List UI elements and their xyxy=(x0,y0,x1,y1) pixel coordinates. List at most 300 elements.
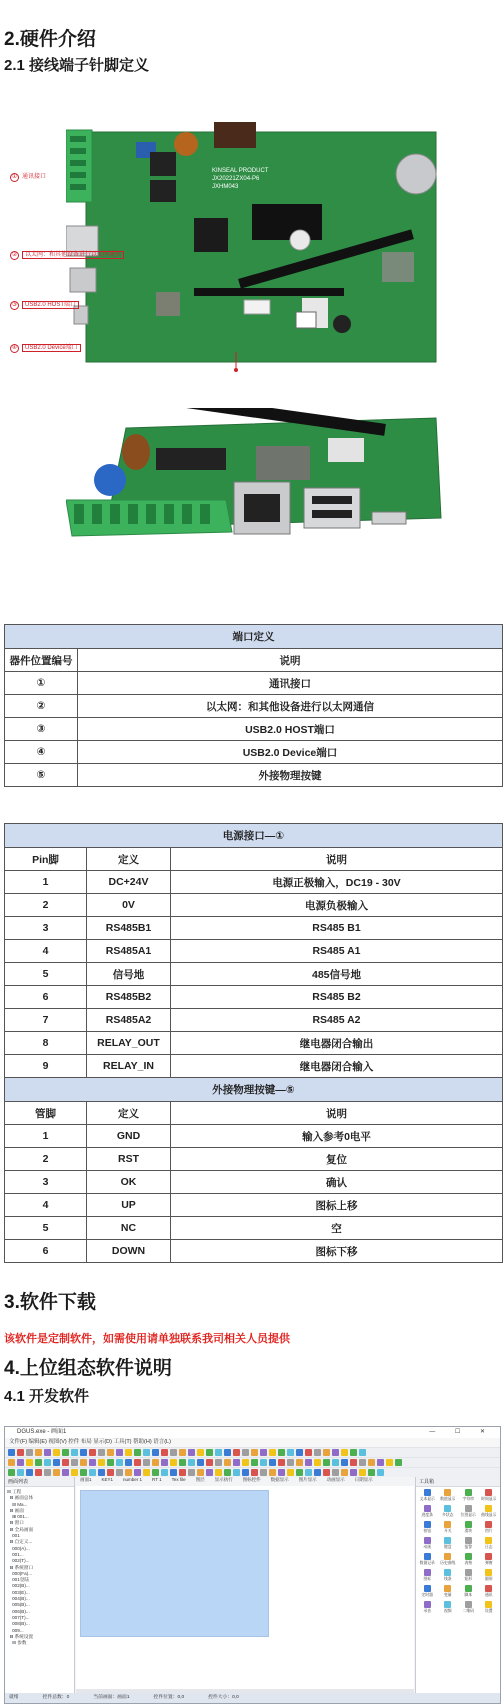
tree-item[interactable]: ⊟ 自定义... xyxy=(7,1539,33,1545)
toolbar-button-icon[interactable] xyxy=(206,1449,213,1456)
tree-item[interactable]: 000(A)... xyxy=(7,1545,30,1551)
table-row: 1 DC+24V 电源正极输入，DC19 - 30V xyxy=(5,871,503,894)
port-definition-table xyxy=(4,624,503,787)
toolbar-button-icon[interactable] xyxy=(17,1469,24,1476)
toolbar-button-icon[interactable] xyxy=(107,1449,114,1456)
toolbar-button-icon[interactable] xyxy=(287,1469,294,1476)
toolbox-item-label: 矩形 xyxy=(464,1577,473,1581)
toolbox-item[interactable] xyxy=(480,1585,499,1599)
toolbar-button-icon[interactable] xyxy=(359,1449,366,1456)
toolbar-button-icon[interactable] xyxy=(71,1459,78,1466)
sw-tab[interactable]: 动画显示 xyxy=(326,1477,345,1482)
toolbar-button-icon[interactable] xyxy=(278,1469,285,1476)
toolbar-button-icon[interactable] xyxy=(323,1449,330,1456)
toolbar-button-icon[interactable] xyxy=(278,1449,285,1456)
sw-tab[interactable]: 图层 xyxy=(195,1477,205,1482)
toolbar-button-icon[interactable] xyxy=(107,1469,114,1476)
software-screenshot xyxy=(4,1426,501,1704)
toolbox-item-label: 线条 xyxy=(443,1577,452,1581)
sw-screen-tree[interactable] xyxy=(5,1487,74,1648)
toolbar-button-icon[interactable] xyxy=(215,1459,222,1466)
toolbox-item[interactable] xyxy=(439,1537,458,1551)
toolbar-button-icon[interactable] xyxy=(134,1459,141,1466)
table-row: ② 以太网：和其他设备进行以太网通信 xyxy=(5,695,503,718)
board-top-photo xyxy=(66,122,452,372)
sw-window-title: DGUS.exe - 画面1 xyxy=(17,1429,67,1435)
toolbar-button-icon[interactable] xyxy=(296,1459,303,1466)
toolbar-button-icon[interactable] xyxy=(17,1459,24,1466)
sw-menubar[interactable]: 文件(F) 编辑(E) 视图(V) 控件 布局 显示(D) 工具(T) 帮助(H) 语言(L) xyxy=(5,1438,500,1447)
toolbox-item-label: 日志 xyxy=(484,1545,493,1549)
toolbox-item-label: 开关 xyxy=(443,1529,452,1533)
table-row: ① 通讯接口 xyxy=(5,672,503,695)
toolbox-item-icon xyxy=(485,1553,492,1560)
tree-item[interactable]: 002(T)... xyxy=(7,1558,30,1564)
toolbox-item-icon xyxy=(465,1553,472,1560)
toolbar-button-icon[interactable] xyxy=(269,1459,276,1466)
section-pin-definition-title: 2.1 接线端子针脚定义 xyxy=(4,57,150,74)
toolbar-button-icon[interactable] xyxy=(98,1469,105,1476)
toolbar-button-icon[interactable] xyxy=(206,1459,213,1466)
software-note: 该软件是定制软件，如需使用请单独联系我司相关人员提供 xyxy=(4,1333,290,1345)
tree-item[interactable]: 008(B)... xyxy=(7,1621,30,1627)
tree-item[interactable]: ⊞ 001... xyxy=(7,1514,29,1520)
toolbar-button-icon[interactable] xyxy=(53,1449,60,1456)
toolbar-button-icon[interactable] xyxy=(89,1449,96,1456)
tree-item[interactable]: 000(Fa)... xyxy=(7,1570,33,1576)
toolbar-button-icon[interactable] xyxy=(341,1449,348,1456)
toolbox-item[interactable] xyxy=(439,1505,458,1519)
toolbox-item-icon xyxy=(444,1601,451,1608)
toolbar-button-icon[interactable] xyxy=(260,1459,267,1466)
toolbox-item[interactable] xyxy=(418,1601,437,1615)
table-row: ④ USB2.0 Device端口 xyxy=(5,741,503,764)
toolbar-button-icon[interactable] xyxy=(35,1459,42,1466)
toolbar-button-icon[interactable] xyxy=(44,1449,51,1456)
toolbar-button-icon[interactable] xyxy=(188,1449,195,1456)
toolbox-item-label: 图标 xyxy=(423,1577,432,1581)
board-angle-illustration xyxy=(66,408,446,558)
toolbox-item[interactable] xyxy=(418,1537,437,1551)
tree-item[interactable]: 009... xyxy=(7,1627,24,1633)
toolbox-item[interactable] xyxy=(439,1569,458,1583)
toolbar-button-icon[interactable] xyxy=(17,1449,24,1456)
tree-item[interactable]: ⊟ 系统设置 xyxy=(7,1633,34,1639)
status-text: 控件大小：0,0 xyxy=(208,1695,239,1700)
toolbar-button-icon[interactable] xyxy=(377,1469,384,1476)
callout-usb-host: ③ USB2.0 HOST端口 xyxy=(10,299,79,310)
toolbar-button-icon[interactable] xyxy=(134,1449,141,1456)
table-row: ⑤ 外接物理按键 xyxy=(5,764,503,787)
toolbox-item-label: 曲线显示 xyxy=(481,1513,497,1517)
sw-toolbar-2[interactable] xyxy=(5,1457,500,1467)
sw-tab[interactable]: RT 1 xyxy=(152,1477,162,1482)
toolbox-item-icon xyxy=(465,1601,472,1608)
toolbar-button-icon[interactable] xyxy=(44,1459,51,1466)
sw-tab[interactable]: 画面1 xyxy=(80,1477,92,1482)
toolbar-button-icon[interactable] xyxy=(143,1449,150,1456)
toolbar-button-icon[interactable] xyxy=(71,1469,78,1476)
toolbar-button-icon[interactable] xyxy=(161,1449,168,1456)
section-hardware-title: 2.硬件介绍 xyxy=(4,29,96,50)
board-silk-line-2: JX20221ZX04-P6 xyxy=(212,176,260,182)
board-angle-photo xyxy=(66,408,446,558)
toolbox-item-icon xyxy=(444,1489,451,1496)
tree-item[interactable]: 007(T)... xyxy=(7,1614,30,1620)
sw-statusbar xyxy=(5,1693,500,1703)
status-text: 就绪 xyxy=(9,1695,19,1700)
toolbar-button-icon[interactable] xyxy=(278,1459,285,1466)
toolbar-button-icon[interactable] xyxy=(125,1449,132,1456)
toolbox-item[interactable] xyxy=(480,1537,499,1551)
sw-tab[interactable]: 图标控件 xyxy=(242,1477,261,1482)
toolbar-button-icon[interactable] xyxy=(152,1449,159,1456)
toolbox-item-icon xyxy=(465,1505,472,1512)
toolbox-item-icon xyxy=(485,1505,492,1512)
toolbar-button-icon[interactable] xyxy=(53,1469,60,1476)
tree-item[interactable]: ⊟ 系统窗口 xyxy=(7,1564,34,1570)
toolbar-button-icon[interactable] xyxy=(224,1449,231,1456)
toolbar-button-icon[interactable] xyxy=(8,1459,15,1466)
sw-tabbar[interactable] xyxy=(76,1477,414,1485)
toolbar-button-icon[interactable] xyxy=(395,1459,402,1466)
section-config-software-title: 4.上位组态软件说明 xyxy=(4,1358,172,1379)
toolbar-button-icon[interactable] xyxy=(26,1449,33,1456)
toolbox-item[interactable] xyxy=(459,1569,478,1583)
tree-item[interactable]: ⊟ 全局画面 xyxy=(7,1526,34,1532)
toolbox-item-icon xyxy=(485,1601,492,1608)
table-row: 6 DOWN 图标下移 xyxy=(5,1240,503,1263)
toolbox-item-icon xyxy=(465,1521,472,1528)
toolbar-button-icon[interactable] xyxy=(89,1459,96,1466)
toolbar-button-icon[interactable] xyxy=(377,1459,384,1466)
toolbox-item[interactable] xyxy=(480,1553,499,1567)
toolbar-button-icon[interactable] xyxy=(197,1459,204,1466)
toolbar-button-icon[interactable] xyxy=(170,1449,177,1456)
toolbox-item[interactable] xyxy=(459,1537,478,1551)
toolbox-item-icon xyxy=(444,1553,451,1560)
toolbar-button-icon[interactable] xyxy=(296,1449,303,1456)
toolbox-item[interactable] xyxy=(480,1521,499,1535)
toolbar-button-icon[interactable] xyxy=(251,1449,258,1456)
toolbox-item[interactable] xyxy=(418,1553,437,1567)
toolbar-button-icon[interactable] xyxy=(332,1449,339,1456)
toolbar-button-icon[interactable] xyxy=(71,1449,78,1456)
toolbox-item-icon xyxy=(465,1537,472,1544)
toolbox-item[interactable] xyxy=(459,1553,478,1567)
toolbox-item[interactable] xyxy=(459,1601,478,1615)
toolbox-item[interactable] xyxy=(418,1569,437,1583)
toolbar-button-icon[interactable] xyxy=(188,1459,195,1466)
sw-design-canvas[interactable] xyxy=(76,1486,414,1693)
toolbox-item-label: 变量 xyxy=(443,1593,452,1597)
toolbox-item-icon xyxy=(485,1521,492,1528)
toolbar-button-icon[interactable] xyxy=(125,1459,132,1466)
toolbox-item-icon xyxy=(465,1489,472,1496)
sw-tab[interactable]: 日期显示 xyxy=(354,1477,373,1482)
toolbar-button-icon[interactable] xyxy=(215,1449,222,1456)
table-row: 3 OK 确认 xyxy=(5,1171,503,1194)
toolbox-item-label: 设置 xyxy=(484,1609,493,1613)
toolbox-item-icon xyxy=(485,1585,492,1592)
toolbox-item[interactable] xyxy=(459,1585,478,1599)
toolbox-item[interactable] xyxy=(439,1489,458,1503)
toolbox-item-label: 数据记录 xyxy=(419,1561,435,1565)
toolbar-button-icon[interactable] xyxy=(62,1449,69,1456)
table-row: 4 UP 图标上移 xyxy=(5,1194,503,1217)
toolbox-item-icon xyxy=(424,1601,431,1608)
toolbar-button-icon[interactable] xyxy=(179,1459,186,1466)
tree-item[interactable]: 001... xyxy=(7,1551,24,1557)
toolbox-item[interactable] xyxy=(480,1489,499,1503)
tree-item[interactable]: 002(B)... xyxy=(7,1583,30,1589)
toolbar-button-icon[interactable] xyxy=(269,1469,276,1476)
toolbar-button-icon[interactable] xyxy=(80,1469,87,1476)
toolbox-item-label: 录音 xyxy=(423,1609,432,1613)
port-table-title: 端口定义 xyxy=(5,625,503,649)
toolbox-item-icon xyxy=(465,1569,472,1576)
toolbar-button-icon[interactable] xyxy=(269,1449,276,1456)
toolbar-button-icon[interactable] xyxy=(116,1469,123,1476)
toolbar-button-icon[interactable] xyxy=(26,1469,33,1476)
table-row: 2 RST 复位 xyxy=(5,1148,503,1171)
toolbar-button-icon[interactable] xyxy=(251,1459,258,1466)
toolbox-item[interactable] xyxy=(439,1553,458,1567)
toolbar-button-icon[interactable] xyxy=(350,1459,357,1466)
toolbar-button-icon[interactable] xyxy=(323,1459,330,1466)
toolbar-button-icon[interactable] xyxy=(107,1459,114,1466)
sw-left-panel-title: 画面列表 xyxy=(5,1477,74,1487)
toolbar-button-icon[interactable] xyxy=(233,1449,240,1456)
toolbox-item-label: 动画 xyxy=(423,1545,432,1549)
toolbox-item-icon xyxy=(424,1505,431,1512)
toolbox-item[interactable] xyxy=(418,1489,437,1503)
toolbar-button-icon[interactable] xyxy=(26,1459,33,1466)
toolbar-button-icon[interactable] xyxy=(350,1449,357,1456)
toolbar-button-icon[interactable] xyxy=(152,1459,159,1466)
toolbox-item-icon xyxy=(444,1521,451,1528)
toolbox-item-icon xyxy=(444,1569,451,1576)
sw-toolbar-1[interactable] xyxy=(5,1447,500,1457)
toolbar-button-icon[interactable] xyxy=(134,1469,141,1476)
toolbar-button-icon[interactable] xyxy=(44,1469,51,1476)
toolbox-item-label: 位图显示 xyxy=(460,1513,476,1517)
toolbar-button-icon[interactable] xyxy=(161,1469,168,1476)
sw-tab[interactable]: 显示执行 xyxy=(214,1477,233,1482)
toolbar-button-icon[interactable] xyxy=(332,1469,339,1476)
power-table-title: 电源接口—① xyxy=(5,824,503,848)
toolbox-item-label: 多状态 xyxy=(442,1513,454,1517)
toolbox-item-label: 字符串 xyxy=(462,1497,474,1501)
toolbox-item-label: 文本显示 xyxy=(419,1497,435,1501)
toolbox-item-label: 定时器 xyxy=(421,1593,433,1597)
toolbox-item[interactable] xyxy=(459,1505,478,1519)
toolbar-button-icon[interactable] xyxy=(296,1469,303,1476)
toolbox-item-label: 键盘 xyxy=(443,1545,452,1549)
toolbar-button-icon[interactable] xyxy=(98,1449,105,1456)
toolbar-button-icon[interactable] xyxy=(233,1469,240,1476)
toolbox-item[interactable] xyxy=(459,1489,478,1503)
toolbox-item[interactable] xyxy=(480,1569,499,1583)
toolbar-button-icon[interactable] xyxy=(80,1449,87,1456)
toolbar-button-icon[interactable] xyxy=(305,1469,312,1476)
toolbar-button-icon[interactable] xyxy=(251,1469,258,1476)
toolbox-item-label: 圆形 xyxy=(484,1577,493,1581)
toolbox-item[interactable] xyxy=(439,1601,458,1615)
toolbar-button-icon[interactable] xyxy=(314,1459,321,1466)
sw-toolbox-grid xyxy=(416,1487,500,1617)
toolbar-button-icon[interactable] xyxy=(332,1459,339,1466)
toolbar-button-icon[interactable] xyxy=(215,1469,222,1476)
toolbar-button-icon[interactable] xyxy=(359,1459,366,1466)
sw-screen-area[interactable] xyxy=(80,1490,269,1637)
toolbar-button-icon[interactable] xyxy=(305,1459,312,1466)
status-text: 控件位置：0,0 xyxy=(153,1695,185,1700)
toolbar-button-icon[interactable] xyxy=(314,1449,321,1456)
toolbar-button-icon[interactable] xyxy=(224,1459,231,1466)
toolbar-button-icon[interactable] xyxy=(143,1469,150,1476)
tree-item[interactable]: ⊟ 窗口 xyxy=(7,1520,24,1526)
toolbar-button-icon[interactable] xyxy=(53,1459,60,1466)
table-row: 5 NC 空 xyxy=(5,1217,503,1240)
tree-item[interactable]: 004(B)... xyxy=(7,1596,30,1602)
toolbar-button-icon[interactable] xyxy=(305,1449,312,1456)
toolbar-button-icon[interactable] xyxy=(80,1459,87,1466)
sw-tab[interactable]: number 1 xyxy=(123,1477,143,1482)
toolbar-button-icon[interactable] xyxy=(287,1459,294,1466)
toolbar-button-icon[interactable] xyxy=(188,1469,195,1476)
toolbar-button-icon[interactable] xyxy=(116,1459,123,1466)
sw-titlebar xyxy=(5,1427,500,1438)
toolbar-button-icon[interactable] xyxy=(314,1469,321,1476)
power-button-table xyxy=(4,823,503,1263)
section-software-download-title: 3.软件下载 xyxy=(4,1292,96,1313)
toolbox-item-icon xyxy=(444,1585,451,1592)
toolbar-button-icon[interactable] xyxy=(224,1469,231,1476)
toolbar-button-icon[interactable] xyxy=(233,1459,240,1466)
toolbar-button-icon[interactable] xyxy=(170,1469,177,1476)
toolbar-button-icon[interactable] xyxy=(368,1469,375,1476)
callout-usb-device: ④ USB2.0 Device端口 xyxy=(10,342,81,353)
toolbar-button-icon[interactable] xyxy=(359,1469,366,1476)
toolbar-button-icon[interactable] xyxy=(35,1469,42,1476)
callout-comm-port: ① 通讯接口 xyxy=(11,174,47,180)
toolbar-button-icon[interactable] xyxy=(152,1469,159,1476)
table-row: 2 0V 电源负极输入 xyxy=(5,894,503,917)
toolbar-button-icon[interactable] xyxy=(197,1449,204,1456)
toolbar-button-icon[interactable] xyxy=(179,1449,186,1456)
toolbar-button-icon[interactable] xyxy=(179,1469,186,1476)
sw-tab[interactable]: 图片显示 xyxy=(298,1477,317,1482)
toolbar-button-icon[interactable] xyxy=(98,1459,105,1466)
table-row: 4 RS485A1 RS485 A1 xyxy=(5,940,503,963)
power-col-desc: 说明 xyxy=(171,848,503,871)
toolbox-item-label: 进度条 xyxy=(421,1513,433,1517)
toolbox-item-icon xyxy=(485,1489,492,1496)
power-col-def: 定义 xyxy=(87,848,171,871)
toolbox-item-icon xyxy=(424,1569,431,1576)
toolbox-item[interactable] xyxy=(480,1505,499,1519)
toolbar-button-icon[interactable] xyxy=(323,1469,330,1476)
tree-item[interactable]: 005(B)... xyxy=(7,1602,30,1608)
toolbar-button-icon[interactable] xyxy=(260,1449,267,1456)
toolbox-item-label: 弹窗 xyxy=(484,1561,493,1565)
toolbar-button-icon[interactable] xyxy=(8,1469,15,1476)
tree-item[interactable]: ⊟ 参数 xyxy=(7,1640,27,1646)
toolbar-button-icon[interactable] xyxy=(125,1469,132,1476)
toolbar-button-icon[interactable] xyxy=(206,1469,213,1476)
toolbar-button-icon[interactable] xyxy=(89,1469,96,1476)
tree-item[interactable]: 001 xyxy=(7,1533,20,1539)
toolbox-item-label: 滑块 xyxy=(464,1529,473,1533)
toolbox-item-icon xyxy=(424,1585,431,1592)
tree-item[interactable]: ⊟ 工程 xyxy=(7,1489,22,1494)
board-top-illustration xyxy=(66,122,452,372)
toolbar-button-icon[interactable] xyxy=(62,1469,69,1476)
toolbox-item-label: 数值显示 xyxy=(440,1497,456,1501)
tree-item[interactable]: ⊟ 画面总体 xyxy=(7,1495,34,1501)
sw-toolbar-3[interactable] xyxy=(5,1467,500,1477)
sw-tab[interactable]: 数据显示 xyxy=(270,1477,289,1482)
toolbox-item[interactable] xyxy=(459,1521,478,1535)
section-dev-software-title: 4.1 开发软件 xyxy=(4,1388,90,1405)
toolbox-item[interactable] xyxy=(418,1505,437,1519)
toolbox-item-icon xyxy=(465,1585,472,1592)
toolbar-button-icon[interactable] xyxy=(242,1469,249,1476)
toolbar-button-icon[interactable] xyxy=(341,1469,348,1476)
toolbar-button-icon[interactable] xyxy=(350,1469,357,1476)
toolbar-button-icon[interactable] xyxy=(242,1459,249,1466)
toolbar-button-icon[interactable] xyxy=(368,1459,375,1466)
toolbox-item[interactable] xyxy=(418,1521,437,1535)
toolbar-button-icon[interactable] xyxy=(35,1449,42,1456)
sw-tab[interactable]: KEY1 xyxy=(101,1477,114,1482)
toolbar-button-icon[interactable] xyxy=(287,1449,294,1456)
toolbox-item[interactable] xyxy=(480,1601,499,1615)
toolbox-item-label: 按钮 xyxy=(423,1529,432,1533)
toolbox-item-label: 视频 xyxy=(443,1609,452,1613)
toolbar-button-icon[interactable] xyxy=(386,1459,393,1466)
toolbar-button-icon[interactable] xyxy=(242,1449,249,1456)
sw-window-controls[interactable]: — ☐ ✕ xyxy=(429,1429,494,1435)
toolbox-item-label: 历史曲线 xyxy=(440,1561,456,1565)
tree-item[interactable]: ⊟ 画面 xyxy=(7,1507,24,1513)
table-row: 3 RS485B1 RS485 B1 xyxy=(5,917,503,940)
toolbox-item[interactable] xyxy=(439,1521,458,1535)
tree-item[interactable]: 003(E)... xyxy=(7,1589,30,1595)
tree-item[interactable]: 001登陆 xyxy=(7,1577,29,1583)
toolbar-button-icon[interactable] xyxy=(170,1459,177,1466)
sw-tab[interactable]: Tex file xyxy=(171,1477,186,1482)
sw-toolbox-title: 工具箱 xyxy=(416,1477,500,1487)
toolbox-item-label: 表格 xyxy=(464,1561,473,1565)
toolbox-item[interactable] xyxy=(418,1585,437,1599)
toolbar-button-icon[interactable] xyxy=(62,1459,69,1466)
toolbar-button-icon[interactable] xyxy=(161,1459,168,1466)
toolbar-button-icon[interactable] xyxy=(8,1449,15,1456)
toolbar-button-icon[interactable] xyxy=(116,1449,123,1456)
toolbar-button-icon[interactable] xyxy=(341,1459,348,1466)
toolbox-item-icon xyxy=(424,1489,431,1496)
tree-item[interactable]: 006(B)... xyxy=(7,1608,30,1614)
table-row: 1 GND 输入参考0电平 xyxy=(5,1125,503,1148)
toolbar-button-icon[interactable] xyxy=(143,1459,150,1466)
toolbar-button-icon[interactable] xyxy=(197,1469,204,1476)
tree-item[interactable]: ⊟ Ma... xyxy=(7,1501,28,1507)
toolbox-item[interactable] xyxy=(439,1585,458,1599)
callout-ethernet: ② 以太网：和其他设备进行以太网通信 xyxy=(10,249,124,260)
toolbar-button-icon[interactable] xyxy=(260,1469,267,1476)
